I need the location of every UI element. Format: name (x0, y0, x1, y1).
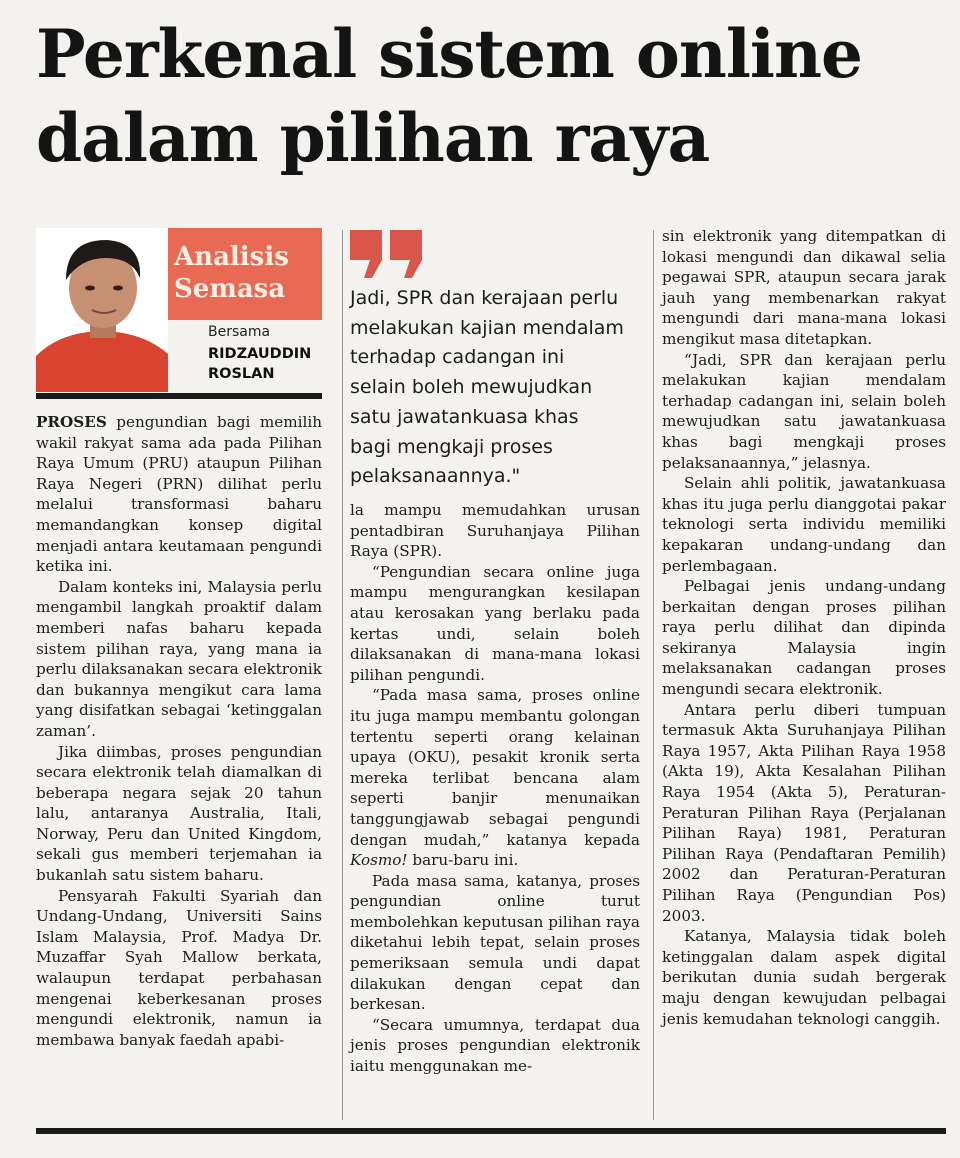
bottom-rule (36, 1128, 946, 1134)
paragraph (36, 412, 322, 577)
paragraph: Pensyarah Fakulti Syariah dan Undang-Undang, Universiti Sains Islam Malaysia, Prof. Madya Dr. Muzaffar Syah Mallow berkata, walaupun terdapat perbahasan mengenai keberkesanan proses mengundi elektronik, namun ia membawa banyak faedah apabi- (36, 886, 322, 1049)
article-column-2 (350, 500, 640, 1077)
paragraph: “Pengundian secara online juga mampu mengurangkan kesilapan atau kerosakan yang berlaku pada kertas undi, selain boleh dilaksanakan di mana-mana lokasi pilihan pengundi. (350, 562, 640, 684)
paragraph: Katanya, Malaysia tidak boleh ketinggalan dalam aspek digital berikutan dunia sudah bergerak maju dengan kewujudan pelbagai jenis kemudahan teknologi canggih. (662, 927, 946, 1028)
headline (36, 12, 946, 180)
column-divider (342, 230, 343, 1120)
paragraph: Pada masa sama, katanya, proses pengundian online turut membolehkan keputusan pilihan raya diketahui lebih tepat, selain proses pemeriksaan semula undi dapat dilakukan dengan cepat dan berkesan. (350, 871, 640, 1014)
column-byline-box (36, 228, 322, 392)
paragraph-text: baru-baru ini. (407, 851, 519, 870)
paragraph (350, 685, 640, 870)
paragraph: “Jadi, SPR dan kerajaan perlu melakukan kajian mendalam terhadap cadangan ini, selain boleh mewujudkan satu jawatankuasa khas bagi mengkaji proses pelaksanaannya,” jelasnya. (662, 350, 946, 472)
author-name-line-1: RIDZAUDDIN (208, 346, 312, 362)
headline-line-1: Perkenal sistem online (36, 15, 862, 93)
pull-quote-line: terhadap cadangan ini (350, 346, 565, 369)
author-panel (168, 320, 322, 392)
article-column-1 (36, 412, 322, 1050)
with-label: Bersama (208, 324, 271, 340)
author-name (208, 344, 311, 384)
paragraph-text: pengundian bagi memilih wakil rakyat sama ada pada Pilihan Raya Umum (PRU) ataupun Pilihan Raya Negeri (PRN) dilihat perlu melalui transformasi baharu memandangkan konsep digital menjadi antara keutamaan pengundi ketika ini. (36, 413, 322, 576)
headline-line-2: dalam pilihan raya (36, 99, 710, 177)
publication-name: Kosmo! (350, 851, 408, 870)
lead-word: PROSES (36, 413, 107, 431)
paragraph: sin elektronik yang ditempatkan di lokasi mengundi dan dikawal selia pegawai SPR, ataupun secara jarak jauh yang membenarkan rakyat mengundi dari mana-mana lokasi mengikut masa ditetapkan. (662, 227, 946, 348)
pull-quote-line: melakukan kajian mendalam (350, 316, 624, 339)
paragraph: Jika diimbas, proses pengundian secara elektronik telah diamalkan di beberapa negara sejak 20 tahun lalu, antaranya Australia, Itali, Norway, Peru dan United Kingdom, sekali gus memberi terjemahan ia bukanlah satu sistem baharu. (36, 742, 322, 885)
pull-quote-line: bagi mengkaji proses (350, 435, 553, 458)
pull-quote-line: selain boleh mewujudkan (350, 376, 593, 399)
pull-quote (350, 284, 640, 492)
paragraph: “Secara umumnya, terdapat dua jenis proses pengundian elektronik iaitu menggunakan me- (350, 1015, 640, 1076)
pull-quote-line: Jadi, SPR dan kerajaan perlu (350, 287, 619, 309)
byline-rule (36, 393, 322, 399)
paragraph: Selain ahli politik, jawatankuasa khas itu juga perlu dianggotai pakar teknologi serta individu memiliki kepakaran undang-undang dan perlembagaan. (662, 474, 946, 575)
paragraph: Dalam konteks ini, Malaysia perlu mengambil langkah proaktif dalam memberi nafas baharu kepada sistem pilihan raya, yang mana ia perlu dilaksanakan secara elektronik dan bukannya mengikut cara lama yang disifatkan sebagai ‘ketinggalan zaman’. (36, 577, 322, 740)
author-photo (36, 228, 168, 392)
paragraph: la mampu memudahkan urusan pentadbiran Suruhanjaya Pilihan Raya (SPR). (350, 501, 640, 561)
quote-mark-icon (350, 230, 426, 278)
paragraph: Antara perlu diberi tumpuan termasuk Akta Suruhanjaya Pilihan Raya 1957, Akta Pilihan Raya 1958 (Akta 19), Akta Kesalahan Pilihan Raya 1954 (Akta 5), Peraturan- Peraturan Pilihan Raya (Perjalanan Pilihan Raya) 1981, Peraturan Pilihan Raya (Pendaftaran Pemilih) 2002 dan Peraturan-Peraturan Pilihan Raya (Pengundian Pos) 2003. (662, 700, 946, 925)
author-name-line-2: ROSLAN (208, 366, 275, 382)
pull-quote-line: satu jawatankuasa khas (350, 405, 579, 428)
column-divider (653, 230, 654, 1120)
paragraph-text: “Pada masa sama, proses online itu juga mampu membantu golongan tertentu seperti orang kelainan upaya (OKU), pesakit kronik serta mereka terlibat bencana alam seperti banjir menunaikan tanggungjawab sebagai pengundi dengan mudah,” katanya kepada (350, 686, 640, 849)
column-name-line-1: Analisis (174, 242, 289, 272)
pull-quote-line: pelaksanaannya." (350, 465, 521, 488)
column-name-line-2: Semasa (174, 274, 286, 304)
article-column-3 (662, 226, 946, 1029)
paragraph: Pelbagai jenis undang-undang berkaitan dengan proses pilihan raya perlu dilihat dan dipinda sekiranya Malaysia ingin melaksanakan cadangan proses mengundi secara elektronik. (662, 577, 946, 699)
